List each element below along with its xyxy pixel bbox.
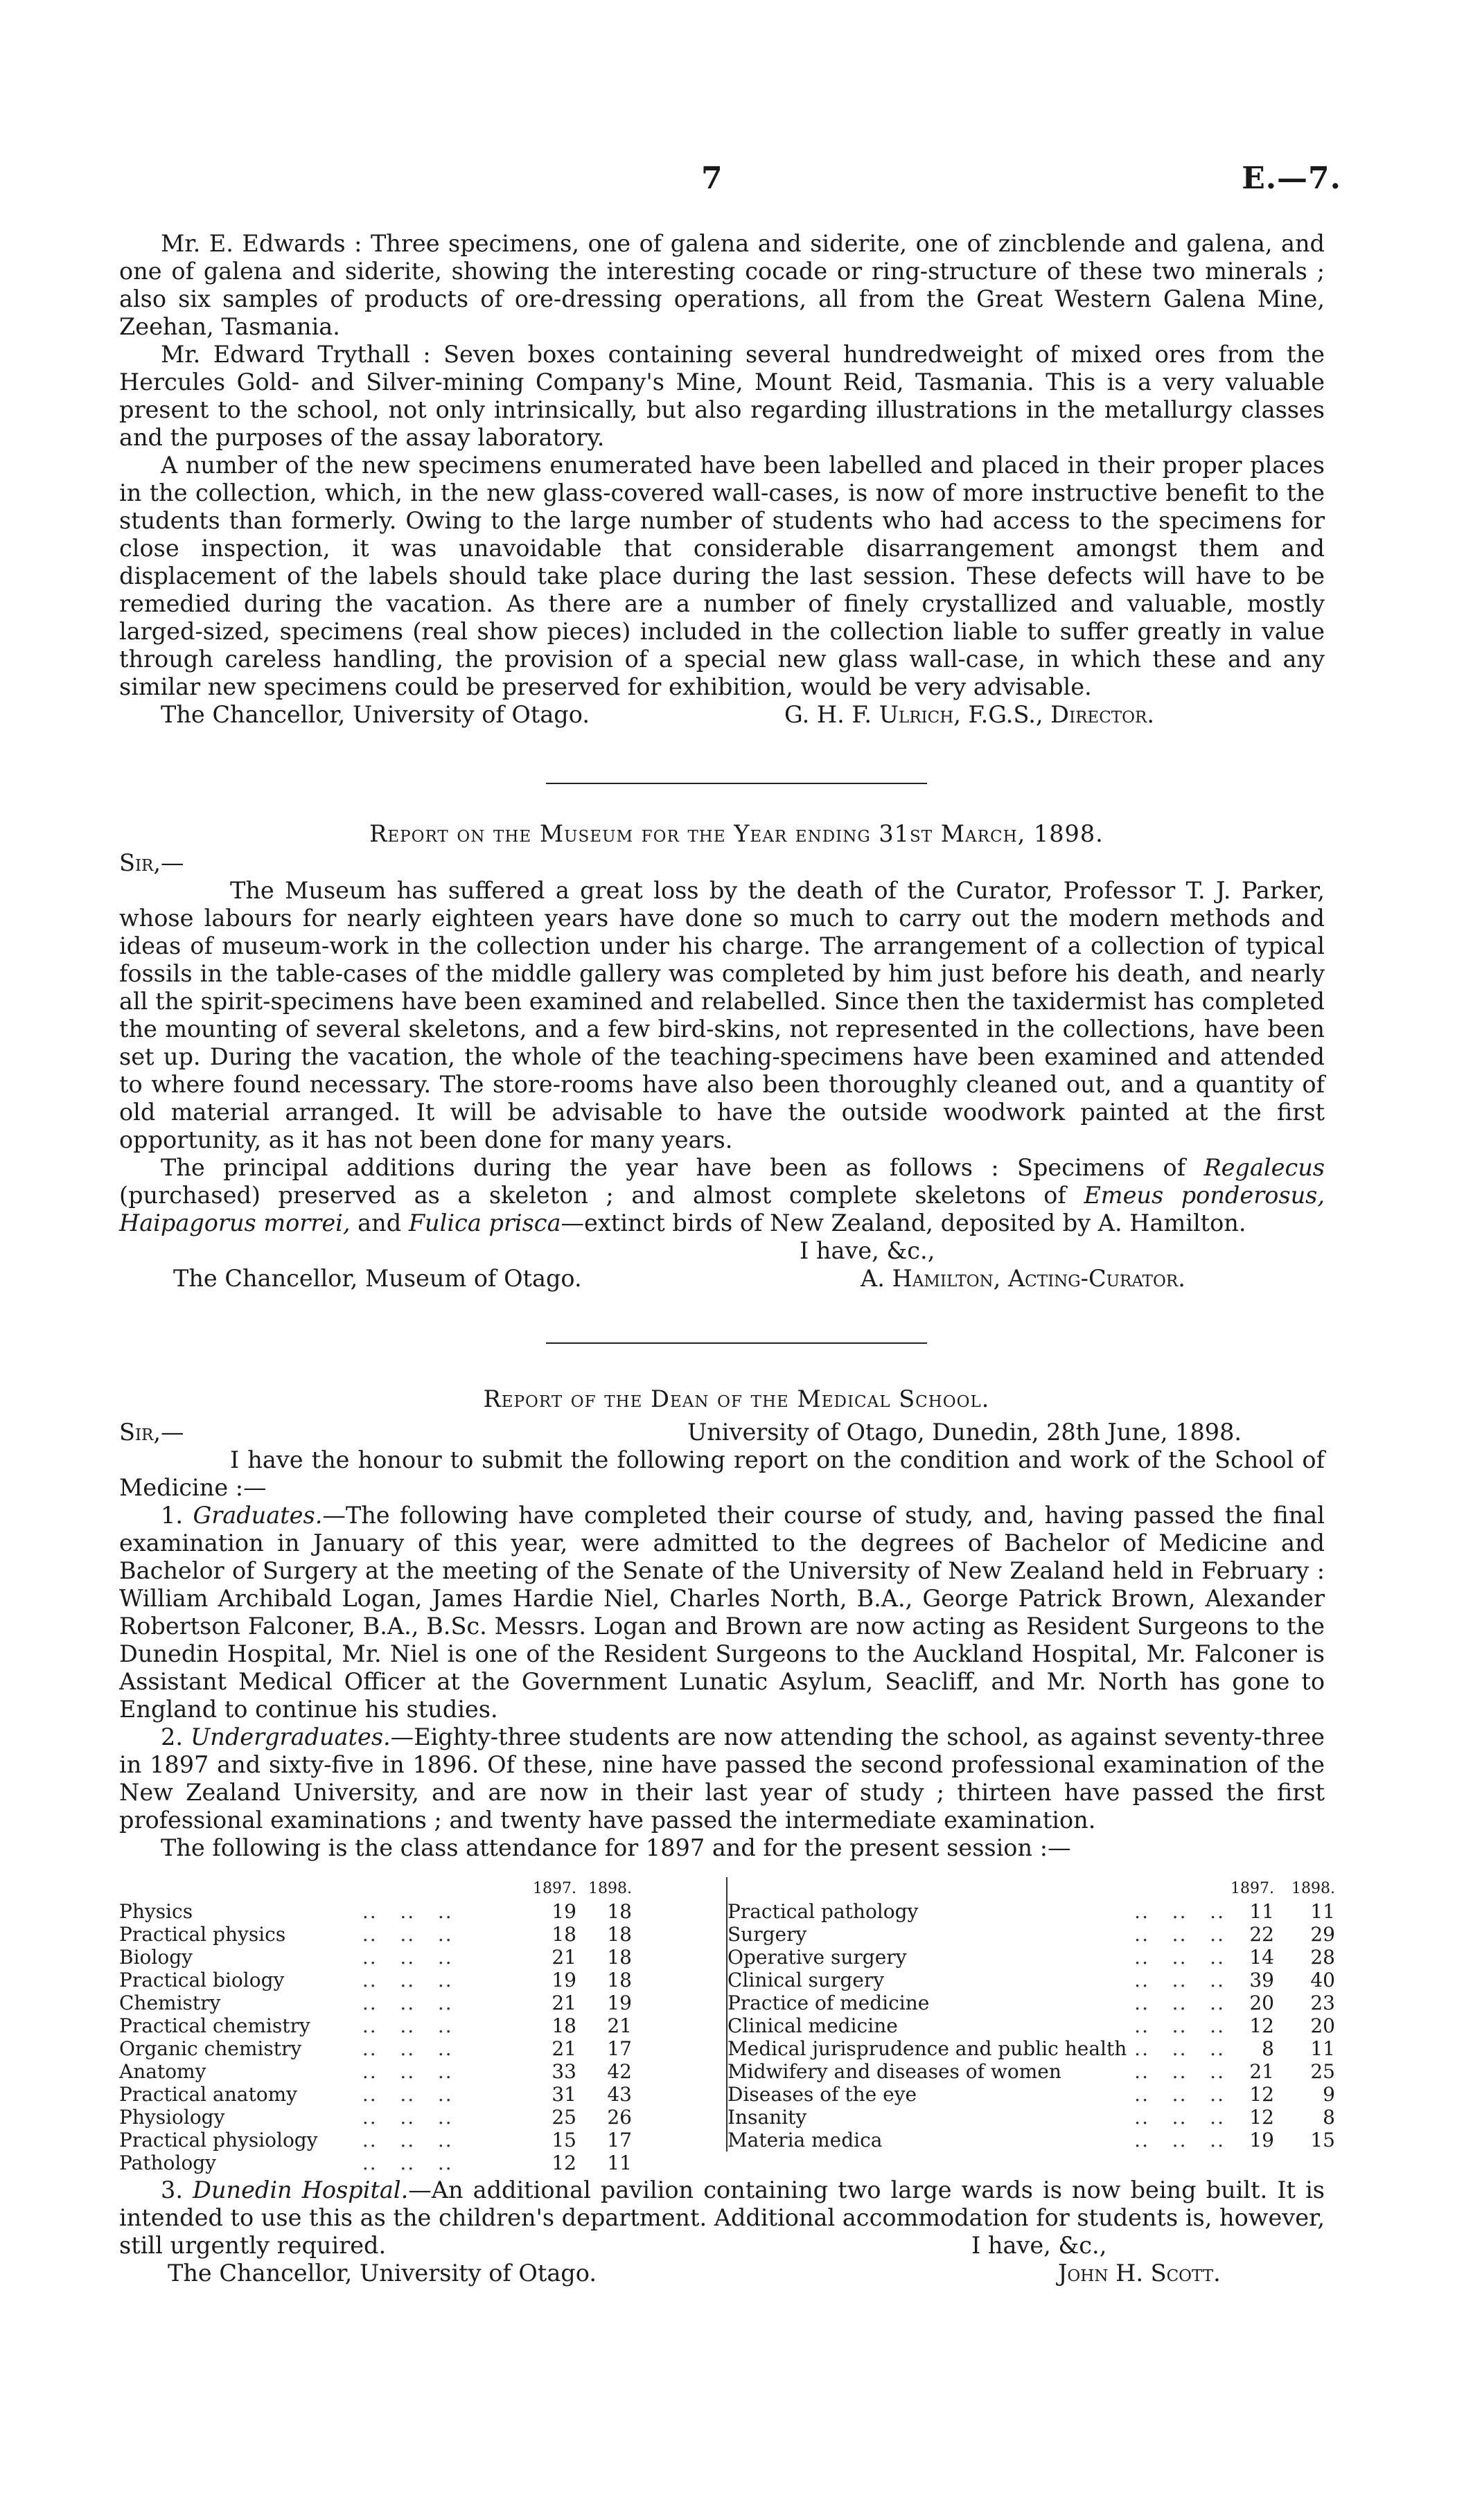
subject-cell: Practical physiology [119, 2129, 318, 2151]
count-1898: 18 [607, 1969, 632, 1991]
leader-dots: .. .. .. [355, 2151, 453, 2174]
count-1898: 9 [1323, 2083, 1335, 2106]
leader-dots: .. .. .. [355, 1969, 453, 1991]
attendance-intro: The following is the class attendance for 1897 and for the present session :— [161, 1834, 1071, 1861]
dean-undergraduates: 2. Undergraduates.—Eighty-three students are now attending the school, as against seventy-three in 1897 and sixty-five in 1896. Of these, nine have passed the second professional examination of the New Zealand University, and are now in their last year of study ; thirteen have passed the first professional examinations ; and twenty have passed the intermediate examination. [119, 1723, 1325, 1834]
leader-dots: .. .. .. [355, 2037, 453, 2060]
addressee: The Chancellor, University of Otago. [161, 701, 590, 728]
count-1898: 18 [607, 1946, 632, 1969]
attendance-table-right [726, 1877, 1336, 2151]
count-1898: 43 [607, 2083, 632, 2106]
addressee: The Chancellor, University of Otago. [168, 2260, 597, 2287]
subject-cell: Practical anatomy [119, 2083, 297, 2106]
table-row [119, 2060, 632, 2083]
table-row [119, 2129, 632, 2151]
museum-paragraph-1: The Museum has suffered a great loss by the death of the Curator, Professor T. J. Parker, whose labours for nearly eighteen years have done so much to carry out the modern methods and ideas of museum-work in the collection under his charge. The arrangement of a collection of typical fossils in the table-cases of the middle gallery was completed by him just before his death, and nearly all the spirit-specimens have been examined and relabelled. Since then the taxidermist has completed the mounting of several skeletons, and a few bird-skins, not represented in the collections, have been set up. During the vacation, the whole of the teaching-specimens have been examined and attended to where found necessary. The store-rooms have also been thoroughly cleaned out, and a quantity of old material arranged. It will be advisable to have the outside woodwork painted at the first opportunity, as it has not been done for many years. [119, 877, 1325, 1153]
count-1897: 31 [552, 2083, 576, 2106]
count-1897: 14 [1249, 1946, 1274, 1969]
museum-report-title: Report on the Museum for the Year ending 31st March, 1898. [369, 820, 1104, 847]
table-row [727, 1900, 1335, 1923]
dean-signoff [119, 2260, 1325, 2287]
leader-dots: .. .. .. [355, 1923, 453, 1946]
leader-dots: .. .. .. [1127, 1900, 1225, 1923]
count-1897: 11 [1249, 1900, 1274, 1923]
museum-signoff [119, 1265, 1325, 1293]
table-row [727, 1991, 1335, 2014]
dean-report-body [119, 1419, 1325, 1862]
leader-dots: .. .. .. [1127, 1991, 1225, 2014]
leader-dots: .. .. .. [1127, 1969, 1225, 1991]
count-1897: 19 [552, 1969, 576, 1991]
leader-dots: .. .. .. [355, 2014, 453, 2037]
leader-dots: .. .. .. [355, 2083, 453, 2106]
table-row [727, 1969, 1335, 1991]
leader-dots: .. .. .. [1127, 2129, 1225, 2151]
count-1898: 23 [1310, 1991, 1335, 2014]
count-1897: 33 [552, 2060, 576, 2083]
count-1897: 12 [552, 2151, 576, 2174]
count-1897: 21 [552, 1991, 576, 2014]
count-1898: 11 [607, 2151, 632, 2174]
count-1897: 21 [552, 1946, 576, 1969]
subject-cell: Operative surgery [727, 1946, 907, 1969]
dean-graduates: 1. Graduates.—The following have completed their course of study, and, having passed the final examination in January of this year, were admitted to the degrees of Bachelor of Medicine and Bachelor of Surgery at the meeting of the Senate of the University of New Zealand held in February : William Archibald Logan, James Hardie Niel, Charles North, B.A., George Patrick Brown, Alexander Robertson Falconer, B.A., B.Sc. Messrs. Logan and Brown are now acting as Resident Surgeons to the Dunedin Hospital, Mr. Niel is one of the Resident Surgeons to the Auckland Hospital, Mr. Falconer is Assistant Medical Officer at the Government Lunatic Asylum, Seacliff, and Mr. North has gone to England to continue his studies. [119, 1502, 1325, 1723]
dean-closing: I have, &c., [971, 2232, 1107, 2259]
subject-cell: Physics [119, 1900, 193, 1923]
leader-dots: .. .. .. [1127, 2037, 1225, 2060]
signature: A. Hamilton, Acting-Curator. [861, 1265, 1185, 1292]
count-1898: 18 [607, 1923, 632, 1946]
table-row [727, 2129, 1335, 2151]
subject-cell: Diseases of the eye [727, 2083, 917, 2106]
count-1897: 18 [552, 1923, 576, 1946]
count-1897: 21 [552, 2037, 576, 2060]
subject-cell: Medical jurisprudence and public health [727, 2037, 1127, 2060]
count-1898: 8 [1323, 2106, 1335, 2129]
leader-dots: .. .. .. [355, 1991, 453, 2014]
museum-salutation: Sir,— [119, 849, 184, 876]
addressee: The Chancellor, Museum of Otago. [173, 1265, 582, 1292]
count-1897: 21 [1249, 2060, 1274, 2083]
subject-cell: Materia medica [727, 2129, 883, 2151]
subject-cell: Practice of medicine [727, 1991, 930, 2014]
leader-dots: .. .. .. [1127, 2060, 1225, 2083]
subject-cell: Practical physics [119, 1923, 286, 1946]
paragraph-specimens: A number of the new specimens enumerated have been labelled and placed in their proper places in the collection, which, in the new glass-covered wall-cases, is now of more instructive benefit to the students than formerly. Owing to the large number of students who had access to the specimens for close inspection, it was unavoidable that considerable disarrangement amongst them and displacement of the labels should take place during the last session. These defects will have to be remedied during the vacation. As there are a number of finely crystallized and valuable, mostly larged-sized, specimens (real show pieces) included in the collection liable to suffer greatly in value through careless handling, the provision of a special new glass wall-case, in which these and any similar new specimens could be preserved for exhibition, would be very advisable. [119, 452, 1325, 700]
table-row [727, 2106, 1335, 2129]
leader-dots: .. .. .. [355, 2060, 453, 2083]
leader-dots: .. .. .. [1127, 2083, 1225, 2106]
leader-dots: .. .. .. [1127, 2106, 1225, 2129]
table-row [119, 1969, 632, 1991]
leader-dots: .. .. .. [355, 2106, 453, 2129]
subject-cell: Clinical surgery [727, 1969, 885, 1991]
count-1897: 39 [1249, 1969, 1274, 1991]
table-header: 1897. 1898. [533, 1880, 632, 1897]
count-1897: 18 [552, 2014, 576, 2037]
count-1898: 20 [1310, 2014, 1335, 2037]
count-1897: 20 [1249, 1991, 1274, 2014]
subject-cell: Chemistry [119, 1991, 221, 2014]
mineral-section [119, 230, 1325, 729]
mineral-signoff [119, 701, 1325, 729]
count-1898: 18 [607, 1900, 632, 1923]
table-row [727, 2014, 1335, 2037]
count-1898: 26 [607, 2106, 632, 2129]
subject-cell: Pathology [119, 2151, 216, 2174]
count-1898: 11 [1310, 2037, 1335, 2060]
table-row [119, 1923, 632, 1946]
section-divider [546, 1342, 927, 1344]
dean-salutation-line [119, 1419, 1325, 1446]
table-row [727, 2060, 1335, 2083]
subject-cell: Insanity [727, 2106, 807, 2129]
leader-dots: .. .. .. [355, 1900, 453, 1923]
count-1897: 8 [1262, 2037, 1274, 2060]
table-row [727, 1923, 1335, 1946]
table-row [727, 1946, 1335, 1969]
table-header: 1897. 1898. [1231, 1880, 1335, 1897]
table-row [119, 2014, 632, 2037]
subject-cell: Midwifery and diseases of women [727, 2060, 1061, 2083]
count-1897: 15 [552, 2129, 576, 2151]
count-1897: 19 [1249, 2129, 1274, 2151]
subject-cell: Anatomy [119, 2060, 206, 2083]
salutation: Sir,— [119, 1419, 184, 1446]
dean-report-title: Report of the Dean of the Medical School. [483, 1385, 990, 1412]
page-number: 7 [701, 161, 723, 196]
section-divider [546, 783, 927, 784]
signature: John H. Scott. [1058, 2260, 1221, 2287]
document-reference: E.—7. [1242, 161, 1341, 196]
count-1897: 19 [552, 1900, 576, 1923]
table-row [727, 2083, 1335, 2106]
count-1897: 22 [1249, 1923, 1274, 1946]
count-1897: 12 [1249, 2083, 1274, 2106]
count-1898: 17 [607, 2129, 632, 2151]
count-1898: 15 [1310, 2129, 1335, 2151]
table-row [119, 2151, 632, 2174]
count-1898: 28 [1310, 1946, 1335, 1969]
subject-cell: Practical biology [119, 1969, 285, 1991]
table-row [119, 2037, 632, 2060]
table-row [119, 2106, 632, 2129]
museum-closing: I have, &c., [800, 1237, 935, 1264]
count-1898: 40 [1310, 1969, 1335, 1991]
dean-hospital: 3. Dunedin Hospital.—An additional pavilion containing two large wards is now being built. It is intended to use this as the children's department. Additional accommodation for students is, however, still urgently required. [119, 2176, 1325, 2259]
subject-cell: Organic chemistry [119, 2037, 302, 2060]
table-row [119, 1991, 632, 2014]
subject-cell: Clinical medicine [727, 2014, 898, 2037]
count-1898: 21 [607, 2014, 632, 2037]
count-1897: 12 [1249, 2014, 1274, 2037]
count-1898: 42 [607, 2060, 632, 2083]
museum-report-body [119, 877, 1325, 1293]
count-1898: 25 [1310, 2060, 1335, 2083]
subject-cell: Surgery [727, 1923, 807, 1946]
leader-dots: .. .. .. [355, 2129, 453, 2151]
table-row [119, 1946, 632, 1969]
place-date: University of Otago, Dunedin, 28th June, 1898. [687, 1419, 1242, 1446]
count-1897: 12 [1249, 2106, 1274, 2129]
subject-cell: Practical pathology [727, 1900, 919, 1923]
leader-dots: .. .. .. [1127, 2014, 1225, 2037]
table-row [119, 2083, 632, 2106]
paragraph-trythall: Mr. Edward Trythall : Seven boxes containing several hundredweight of mixed ores from the Hercules Gold- and Silver-mining Company's Mine, Mount Reid, Tasmania. This is a very valuable present to the school, not only intrinsically, but also regarding illustrations in the metallurgy classes and the purposes of the assay laboratory. [119, 341, 1325, 451]
museum-paragraph-2: The principal additions during the year have been as follows : Specimens of Regalecus (purchased) preserved as a skeleton ; and almost complete skeletons of Emeus ponderosus, Haipagorus morrei, and Fulica prisca—extinct birds of New Zealand, deposited by A. Hamilton. [119, 1154, 1325, 1236]
count-1897: 25 [552, 2106, 576, 2129]
count-1898: 17 [607, 2037, 632, 2060]
dean-intro: I have the honour to submit the following report on the condition and work of the School of Medicine :— [119, 1446, 1325, 1501]
paragraph-edwards: Mr. E. Edwards : Three specimens, one of galena and siderite, one of zincblende and galena, and one of galena and siderite, showing the interesting cocade or ring-structure of these two minerals ; also six samples of products of ore-dressing operations, all from the Great Western Galena Mine, Zeehan, Tasmania. [119, 230, 1325, 340]
count-1898: 29 [1310, 1923, 1335, 1946]
subject-cell: Practical chemistry [119, 2014, 310, 2037]
subject-cell: Physiology [119, 2106, 225, 2129]
table-row [727, 2037, 1335, 2060]
leader-dots: .. .. .. [1127, 1923, 1225, 1946]
table-row [119, 1900, 632, 1923]
count-1898: 19 [607, 1991, 632, 2014]
dean-report-end [119, 2176, 1325, 2287]
count-1898: 11 [1310, 1900, 1335, 1923]
signature: G. H. F. Ulrich, F.G.S., Director. [784, 701, 1154, 728]
subject-cell: Biology [119, 1946, 193, 1969]
leader-dots: .. .. .. [1127, 1946, 1225, 1969]
leader-dots: .. .. .. [355, 1946, 453, 1969]
attendance-table-left [119, 1877, 632, 2174]
